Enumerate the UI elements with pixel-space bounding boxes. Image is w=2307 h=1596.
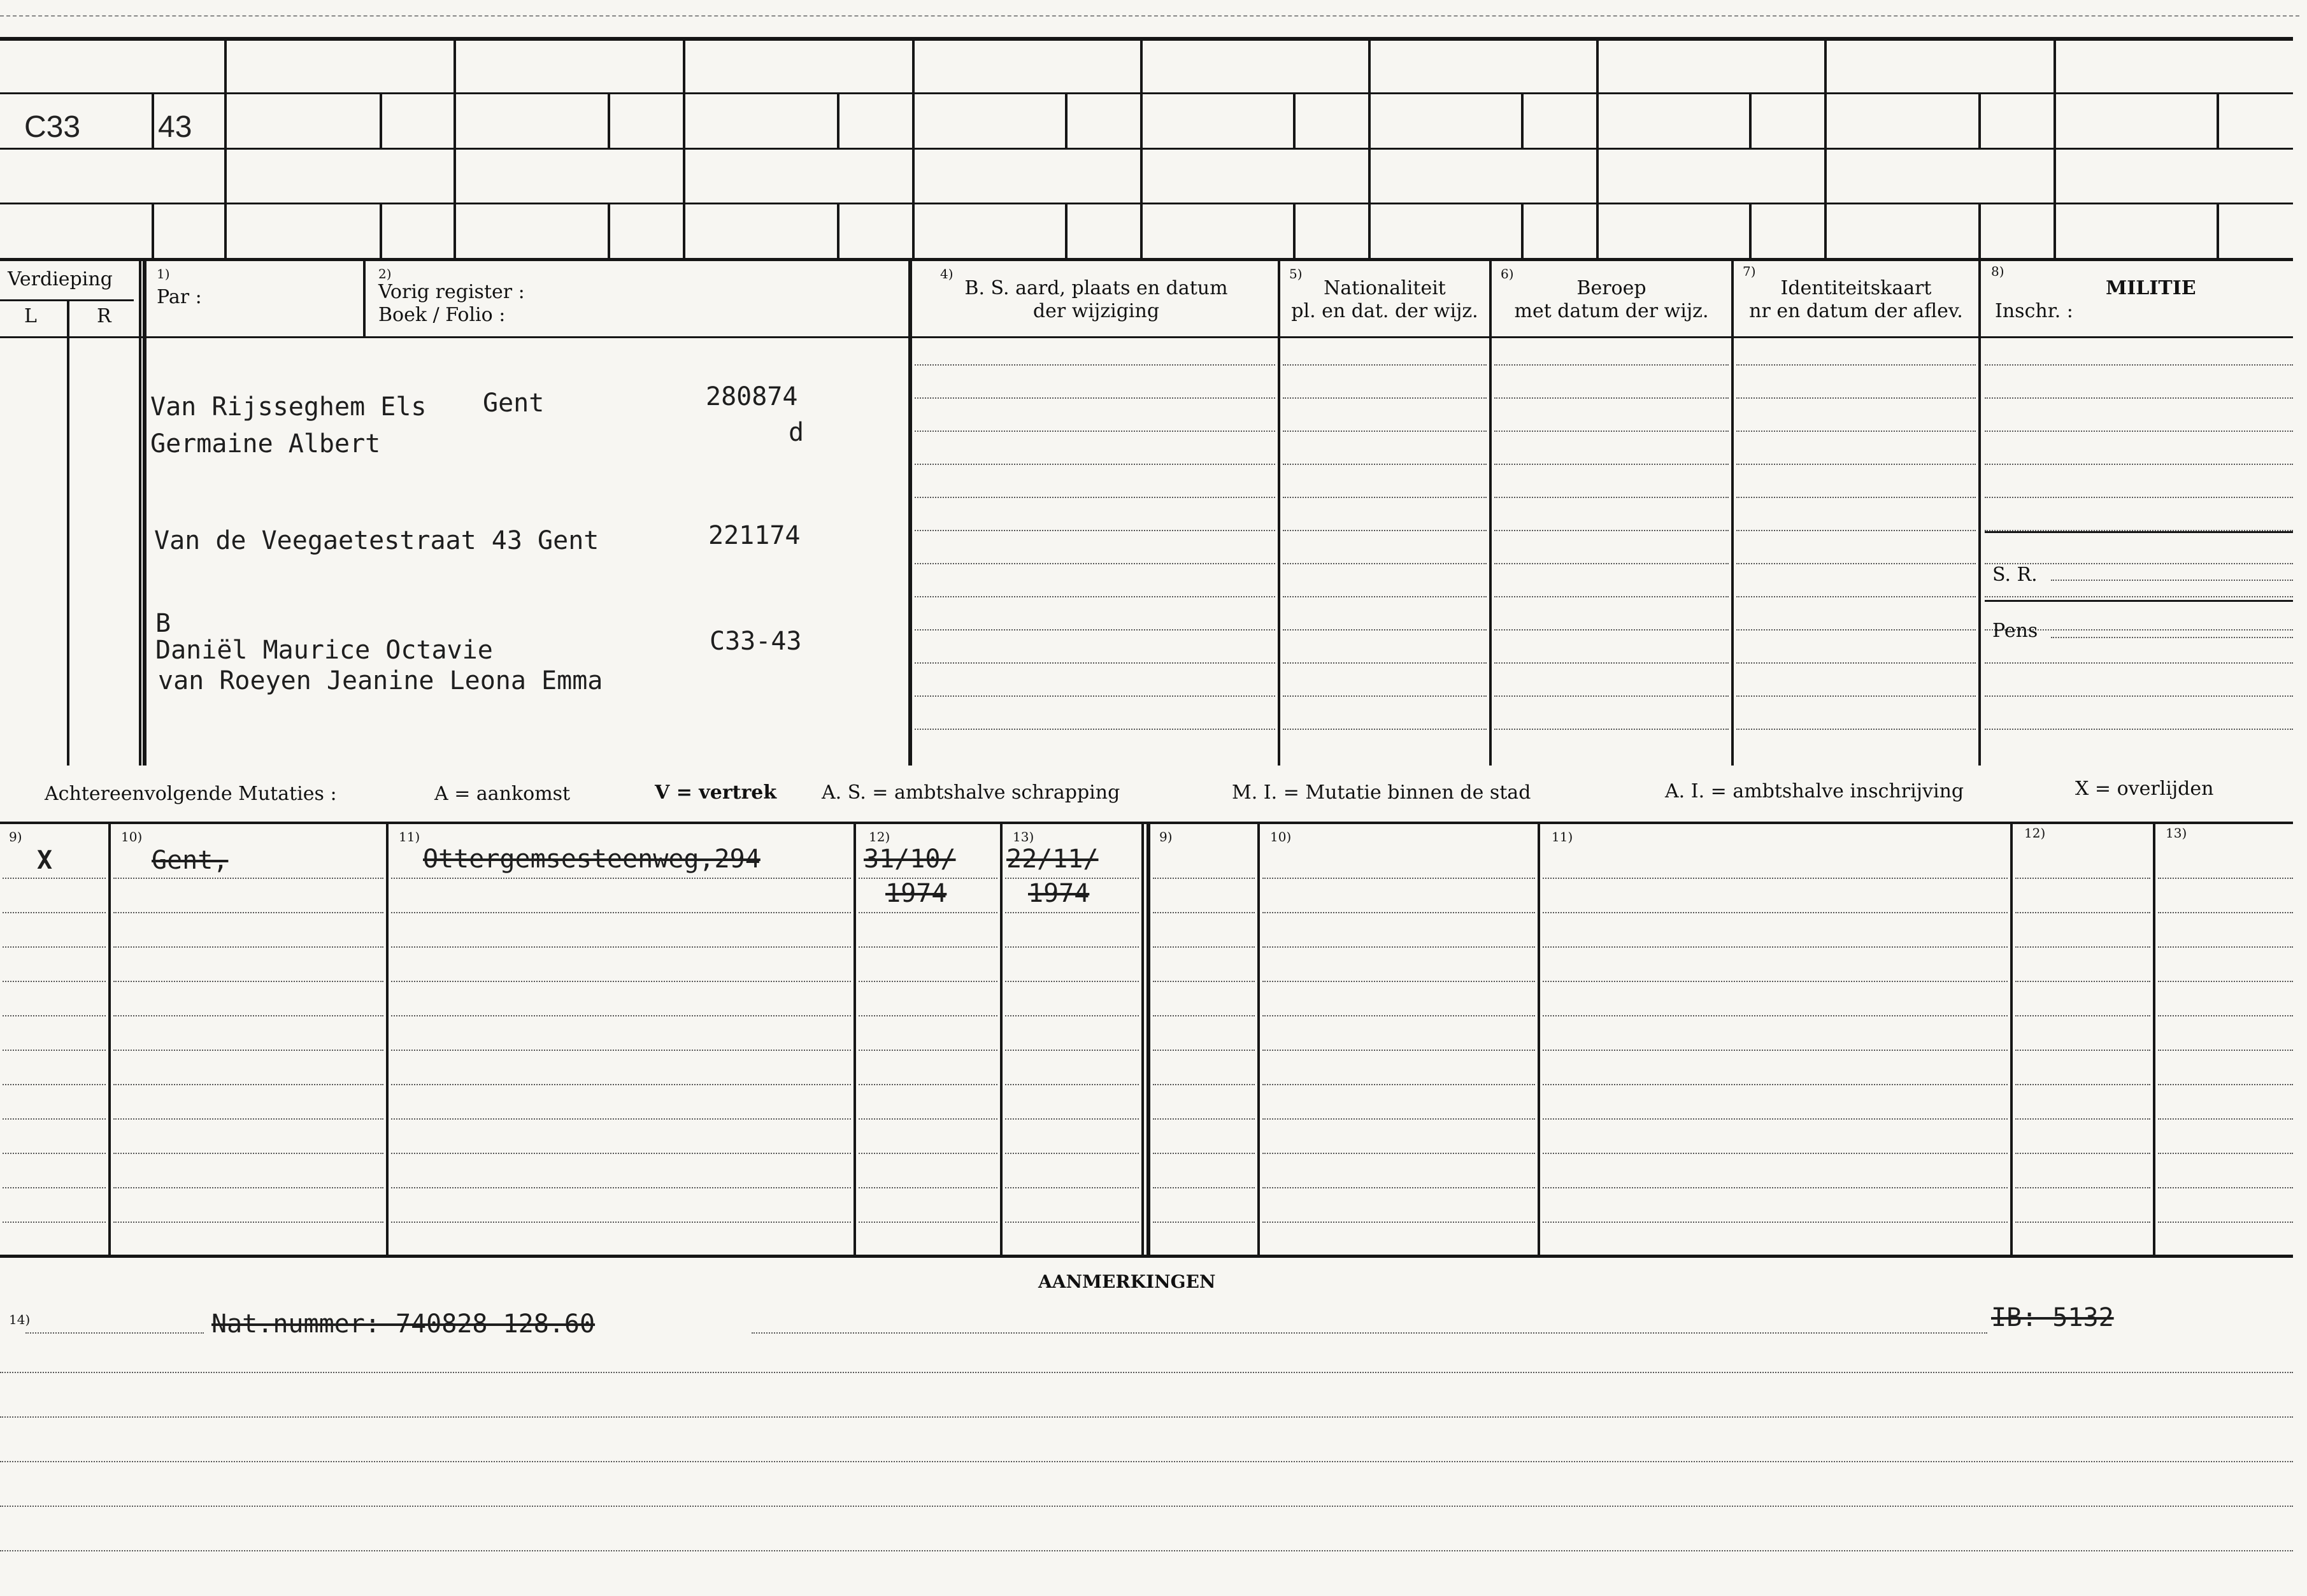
ruled-line [1153,946,1255,948]
grid-tick [1293,203,1296,258]
pens-label: Pens [1992,620,2038,642]
ruled-line [0,1372,2293,1373]
ruled-line [915,397,1275,399]
grid-tick [837,203,839,258]
ruled-line [1153,981,1255,982]
ruled-line [1283,563,1487,564]
ruled-line [1262,1084,1535,1085]
entry-parent2: van Roeyen Jeanine Leona Emma [158,666,603,695]
ruled-line [1262,1187,1535,1188]
grid-tick [1978,203,1981,258]
grid-line [1146,822,1150,1255]
ruled-line [1005,1187,1139,1188]
legend-mi: M. I. = Mutatie binnen de stad [1232,781,1531,804]
ruled-line [859,1015,997,1016]
ruled-line [2158,1153,2293,1154]
ruled-line [859,1153,997,1154]
ruled-line [3,981,106,982]
ruled-line [1283,431,1487,432]
entry-date-registration: 221174 [708,521,801,550]
nationaliteit-header-sub: pl. en dat. der wijz. [1291,300,1478,322]
ruled-line [1736,364,1976,366]
ruled-line [915,729,1275,730]
ruled-line [391,878,851,879]
mutation-city: Gent, [152,846,229,875]
ruled-line [1283,397,1487,399]
field-number: 8) [1991,264,2004,279]
column-number: 10) [121,829,143,844]
ruled-line [1494,695,1729,697]
ruled-line [915,364,1275,366]
grid-tick [152,203,154,258]
ruled-line [2158,946,2293,948]
ruled-line [1283,729,1487,730]
ruled-line [1262,946,1535,948]
ruled-line [915,464,1275,465]
ruled-line [1153,1187,1255,1188]
grid-line [0,92,2293,94]
ruled-line [0,1461,2293,1462]
ruled-line [2015,878,2150,879]
ruled-line [859,1084,997,1085]
ruled-line [1494,464,1729,465]
ruled-line [1283,530,1487,531]
ruled-line [1262,981,1535,982]
grid-line [1140,37,1143,261]
mutation-street: Ottergemsesteenweg,294 [423,844,761,874]
ruled-line [859,1118,997,1120]
ruled-line [113,1222,383,1223]
identiteitskaart-header-sub: nr en datum der aflev. [1749,300,1963,322]
grid-line [1141,822,1144,1255]
ruled-line [1494,431,1729,432]
par-label: Par : [157,286,202,308]
grid-line [224,37,227,261]
ruled-line [1985,431,2293,432]
grid-line [0,148,2293,150]
ruled-line [1736,596,1976,597]
column-number: 9) [9,829,22,844]
ruled-line [1283,629,1487,631]
ruled-line [0,1506,2293,1507]
mutation-date12-b: 1974 [885,879,947,908]
entry-place: Gent [483,388,545,418]
grid-line [1257,822,1260,1255]
ruled-line [391,1084,851,1085]
grid-tick [608,203,610,258]
top-edge-dashes [0,15,2299,17]
ruled-line [1283,662,1487,664]
ruled-line [1262,1050,1535,1051]
column-number: 13) [1013,829,1034,844]
ruled-line [1736,464,1976,465]
ruled-line [1736,497,1976,498]
grid-tick [1293,92,1296,148]
column-number: 11) [1552,829,1573,844]
ruled-line [1543,1187,2008,1188]
left-label: L [24,305,37,327]
ruled-line [2158,1222,2293,1223]
ruled-line [2158,912,2293,913]
grid-line [1000,822,1003,1255]
ruled-line [2015,1222,2150,1223]
ruled-line [25,1332,204,1334]
ruled-line [391,1187,851,1188]
ruled-line [3,1084,106,1085]
ruled-line [1543,1153,2008,1154]
ruled-line [1005,946,1139,948]
mutation-date13-b: 1974 [1028,879,1090,908]
field-number: 6) [1501,266,1514,281]
ruled-line [3,1118,106,1120]
field-number: 4) [940,266,954,281]
ruled-line [1985,497,2293,498]
ruled-line [3,1050,106,1051]
bs-header: B. S. aard, plaats en datum [964,277,1228,299]
ruled-line [1985,695,2293,697]
ruled-line [1262,878,1535,879]
ruled-line [1543,1015,2008,1016]
entry-parent1: Daniël Maurice Octavie [155,636,493,665]
grid-line [1731,261,1734,766]
bs-header-sub: der wijziging [1032,300,1160,322]
militie-header: MILITIE [2106,277,2196,299]
beroep-header: Beroep [1576,277,1646,299]
remarks-title: AANMERKINGEN [1038,1271,1216,1292]
entry-letter-b: B [155,609,171,638]
ruled-line [915,662,1275,664]
ruled-line [1736,563,1976,564]
grid-line [2153,822,2155,1255]
ruled-line [1543,1118,2008,1120]
grid-line [1489,261,1492,766]
grid-line [1278,261,1280,766]
ruled-line [1494,629,1729,631]
ruled-line [2015,1187,2150,1188]
ruled-line [3,1187,106,1188]
grid-tick [2217,92,2219,148]
mutation-date12-a: 31/10/ [864,844,956,874]
ruled-line [1543,1050,2008,1051]
ruled-line [1985,596,2293,597]
grid-line [143,261,146,766]
field-number: 5) [1289,266,1303,281]
grid-line [854,822,856,1255]
grid-line [454,37,456,261]
ruled-line [3,1015,106,1016]
ruled-line [2158,1084,2293,1085]
ruled-line [1283,596,1487,597]
ruled-line [915,596,1275,597]
entry-address: Van de Veegaetestraat 43 Gent [154,526,599,555]
ruled-line [2015,1118,2150,1120]
ruled-line [2015,1015,2150,1016]
grid-tick [380,92,382,148]
ruled-line [113,1050,383,1051]
ruled-line [0,1550,2293,1551]
ruled-line [1005,1084,1139,1085]
legend-title: Achtereenvolgende Mutaties : [45,783,337,805]
grid-line [1824,37,1827,261]
ruled-line [2015,981,2150,982]
ruled-line [859,1222,997,1223]
grid-line [1596,37,1599,261]
grid-line [0,1255,2293,1258]
ruled-line [2015,1153,2150,1154]
legend-ai: A. I. = ambtshalve inschrijving [1665,780,1964,802]
ruled-line [752,1332,1987,1334]
ruled-line [113,1015,383,1016]
ruled-line [1985,364,2293,366]
ruled-line [1153,912,1255,913]
ruled-line [113,1187,383,1188]
ruled-line [1005,981,1139,982]
verdieping-label: Verdieping [8,268,113,290]
right-label: R [97,305,111,327]
ruled-line [859,1187,997,1188]
ruled-line [2015,1084,2150,1085]
ruled-line [3,912,106,913]
grid-line [912,37,915,261]
ruled-line [3,1153,106,1154]
ruled-line [1985,464,2293,465]
ruled-line [1543,1222,2008,1223]
ruled-line [2158,1015,2293,1016]
vorig-register-label: Vorig register : [378,281,525,303]
ruled-line [113,981,383,982]
ruled-line [915,530,1275,531]
mutation-date13-a: 22/11/ [1006,844,1099,874]
ruled-line [859,946,997,948]
ruled-line [113,1118,383,1120]
ruled-line [1985,729,2293,730]
ruled-line [1262,1222,1535,1223]
ruled-line [1494,497,1729,498]
column-number: 12) [2024,825,2046,841]
ruled-line [1736,397,1976,399]
grid-line [108,822,111,1255]
grid-tick [1978,92,1981,148]
field-number: 2) [378,266,392,281]
field-number: 7) [1743,264,1756,279]
grid-line [363,261,366,336]
entry-name-line2: Germaine Albert [150,429,381,459]
ruled-line [1005,1050,1139,1051]
ruled-line [1494,530,1729,531]
ruled-line [1543,878,2008,879]
ruled-line [1543,981,2008,982]
ruled-line [915,563,1275,564]
ruled-line [1005,1015,1139,1016]
ruled-line [915,431,1275,432]
ruled-line [915,695,1275,697]
ruled-line [3,1222,106,1223]
ruled-line [391,1015,851,1016]
ib-number: IB: 5132 [1991,1303,2114,1332]
ruled-line [1153,1222,1255,1223]
grid-line [1978,261,1981,766]
ruled-line [859,1050,997,1051]
boek-folio-label: Boek / Folio : [378,304,506,326]
ruled-line [1283,695,1487,697]
ruled-line [915,629,1275,631]
ruled-line [391,1153,851,1154]
ruled-line [1153,1015,1255,1016]
grid-line [67,299,69,766]
grid-line [0,37,2293,41]
ruled-line [113,946,383,948]
grid-line [0,258,2293,261]
grid-line [683,37,685,261]
ruled-line [1153,1118,1255,1120]
entry-letter-d: d [789,418,804,447]
legend-a: A = aankomst [434,783,571,805]
ruled-line [1494,596,1729,597]
grid-tick [1749,92,1752,148]
ruled-line [2158,1187,2293,1188]
national-number: Nat.nummer: 740828 128.60 [211,1309,596,1339]
grid-line [1538,822,1540,1255]
ruled-line [1153,1153,1255,1154]
column-number: 11) [399,829,420,844]
grid-tick [152,92,154,148]
grid-line [0,203,2293,204]
column-number: 9) [1159,829,1173,844]
ruled-line [1543,912,2008,913]
column-number: 10) [1270,829,1292,844]
grid-line [908,261,912,766]
sr-label: S. R. [1992,564,2038,586]
ruled-line [391,1118,851,1120]
ruled-line [1153,878,1255,879]
ruled-line [391,1222,851,1223]
ruled-line [0,1416,2293,1418]
grid-line [0,336,2293,338]
ruled-line [113,878,383,879]
entry-name-line1: Van Rijsseghem Els [150,392,427,422]
ruled-line [1985,662,2293,664]
legend-v: V = vertrek [655,781,777,804]
ruled-line [1005,1118,1139,1120]
ruled-line [1494,397,1729,399]
ruled-line [1494,364,1729,366]
ruled-line [2158,1118,2293,1120]
ruled-line [1736,431,1976,432]
grid-line [2010,822,2013,1255]
column-number: 13) [2166,825,2187,841]
ruled-line [2015,946,2150,948]
grid-tick [2217,203,2219,258]
ruled-line [2158,1050,2293,1051]
ruled-line [1736,695,1976,697]
ruled-line [1153,1084,1255,1085]
ruled-line [2015,1050,2150,1051]
sr-dots [2051,580,2293,581]
remarks-number: 14) [9,1312,31,1327]
register-number: 43 [158,110,192,144]
ruled-line [1262,1118,1535,1120]
grid-tick [1749,203,1752,258]
ruled-line [113,912,383,913]
ruled-line [1005,1222,1139,1223]
ruled-line [1262,1153,1535,1154]
inschr-label: Inschr. : [1995,300,2073,322]
nationaliteit-header: Nationaliteit [1324,277,1446,299]
ruled-line [1283,464,1487,465]
grid-tick [380,203,382,258]
ruled-line [1262,1015,1535,1016]
ruled-line [1985,397,2293,399]
ruled-line [1283,364,1487,366]
ruled-line [1262,912,1535,913]
grid-line [2053,37,2056,261]
ruled-line [1494,662,1729,664]
ruled-line [915,497,1275,498]
ruled-line [3,946,106,948]
grid-tick [1065,203,1068,258]
field-number: 1) [157,266,170,281]
ruled-line [3,878,106,879]
grid-tick [1065,92,1068,148]
legend-x: X = overlijden [2075,778,2214,800]
ruled-line [1494,729,1729,730]
ruled-line [113,1084,383,1085]
ruled-line [1005,1153,1139,1154]
ruled-line [2015,912,2150,913]
grid-line [386,822,389,1255]
ruled-line [859,981,997,982]
ruled-line [2158,878,2293,879]
grid-tick [608,92,610,148]
grid-line [1985,531,2293,533]
ruled-line [391,981,851,982]
mutation-type: X [37,846,53,875]
grid-tick [1521,92,1524,148]
ruled-line [1736,662,1976,664]
ruled-line [113,1153,383,1154]
legend-as: A. S. = ambtshalve schrapping [822,781,1120,804]
ruled-line [391,1050,851,1051]
grid-line [139,261,141,766]
ruled-line [859,912,997,913]
ruled-line [1543,1084,2008,1085]
entry-date-birth: 280874 [706,382,798,411]
ruled-line [1283,497,1487,498]
column-number: 12) [869,829,890,844]
grid-tick [837,92,839,148]
ruled-line [1736,629,1976,631]
register-code: C33 [24,110,81,144]
ruled-line [391,912,851,913]
identiteitskaart-header: Identiteitskaart [1780,277,1932,299]
ruled-line [1005,912,1139,913]
ruled-line [1543,946,2008,948]
ruled-line [1494,563,1729,564]
grid-line [1368,37,1371,261]
ruled-line [391,946,851,948]
pens-dots [2051,637,2293,638]
ruled-line [1736,530,1976,531]
grid-tick [1521,203,1524,258]
ruled-line [1153,1050,1255,1051]
beroep-header-sub: met datum der wijz. [1514,300,1709,322]
ruled-line [2158,981,2293,982]
grid-line [1985,600,2293,602]
entry-reference: C33-43 [710,627,802,656]
ruled-line [1736,729,1976,730]
